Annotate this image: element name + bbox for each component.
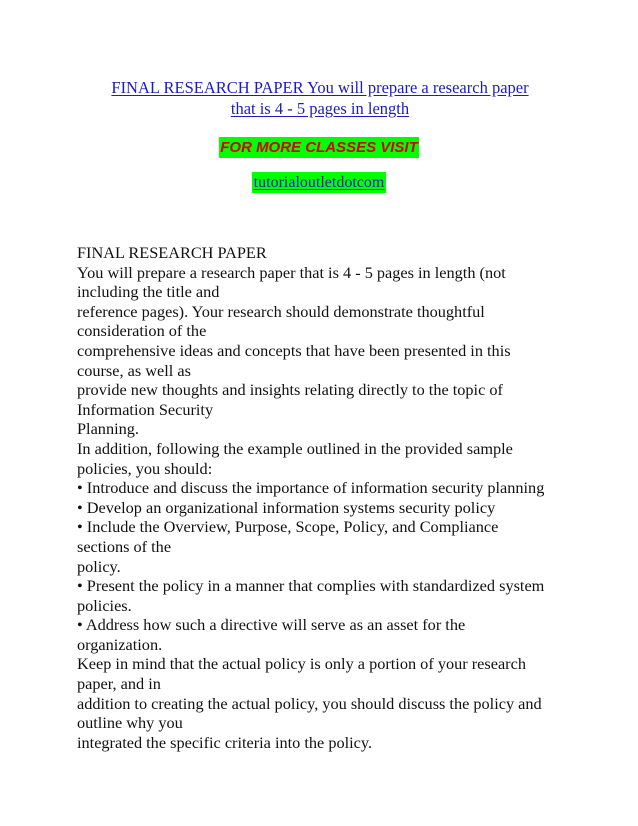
body-text [77,243,577,752]
body-line: FINAL RESEARCH PAPER [77,243,267,262]
site-link-container[interactable] [0,172,638,193]
bullet-item: • Present the policy in a manner that complies with standardized system [77,576,545,596]
body-line: policies, you should: [77,458,213,478]
promo-banner [0,137,638,158]
body-line: paper, and in [77,674,161,694]
body-line: outline why you [77,713,183,733]
body-line: Keep in mind that the actual policy is only a portion of your research [77,654,526,674]
body-line: addition to creating the actual policy, you should discuss the policy and [77,693,542,713]
body-line: integrated the specific criteria into the policy. [77,732,373,752]
body-line: You will prepare a research paper that is 4 - 5 pages in length (not [77,262,506,282]
body-line: In addition, following the example outlined in the provided sample [77,438,513,458]
body-line: Information Security [77,399,214,419]
title-link-line-2[interactable]: that is 4 - 5 pages in length [230,99,410,118]
body-line: policy. [77,556,121,576]
body-line: course, as well as [77,360,191,380]
bullet-item: • Include the Overview, Purpose, Scope, Policy, and Compliance [77,517,499,537]
title-link-line-1[interactable]: FINAL RESEARCH PAPER You will prepare a research paper [111,78,529,97]
body-line: policies. [77,595,132,615]
bullet-item: • Develop an organizational information systems security policy [77,497,496,517]
document-title[interactable] [60,77,580,119]
body-line: consideration of the [77,321,207,341]
body-line: sections of the [77,536,172,556]
body-line: provide new thoughts and insights relating directly to the topic of [77,380,503,400]
promo-text: FOR MORE CLASSES VISIT [220,139,418,156]
body-line: including the title and [77,282,220,302]
bullet-item: • Address how such a directive will serve as an asset for the [77,615,466,635]
body-line: comprehensive ideas and concepts that have been presented in this [77,340,511,360]
body-line: reference pages). Your research should demonstrate thoughtful [77,301,485,321]
body-line: organization. [77,634,163,654]
body-line: Planning. [77,419,139,439]
bullet-item: • Introduce and discuss the importance of information security planning [77,478,545,498]
site-link[interactable]: tutorialoutletdotcom [253,174,385,191]
